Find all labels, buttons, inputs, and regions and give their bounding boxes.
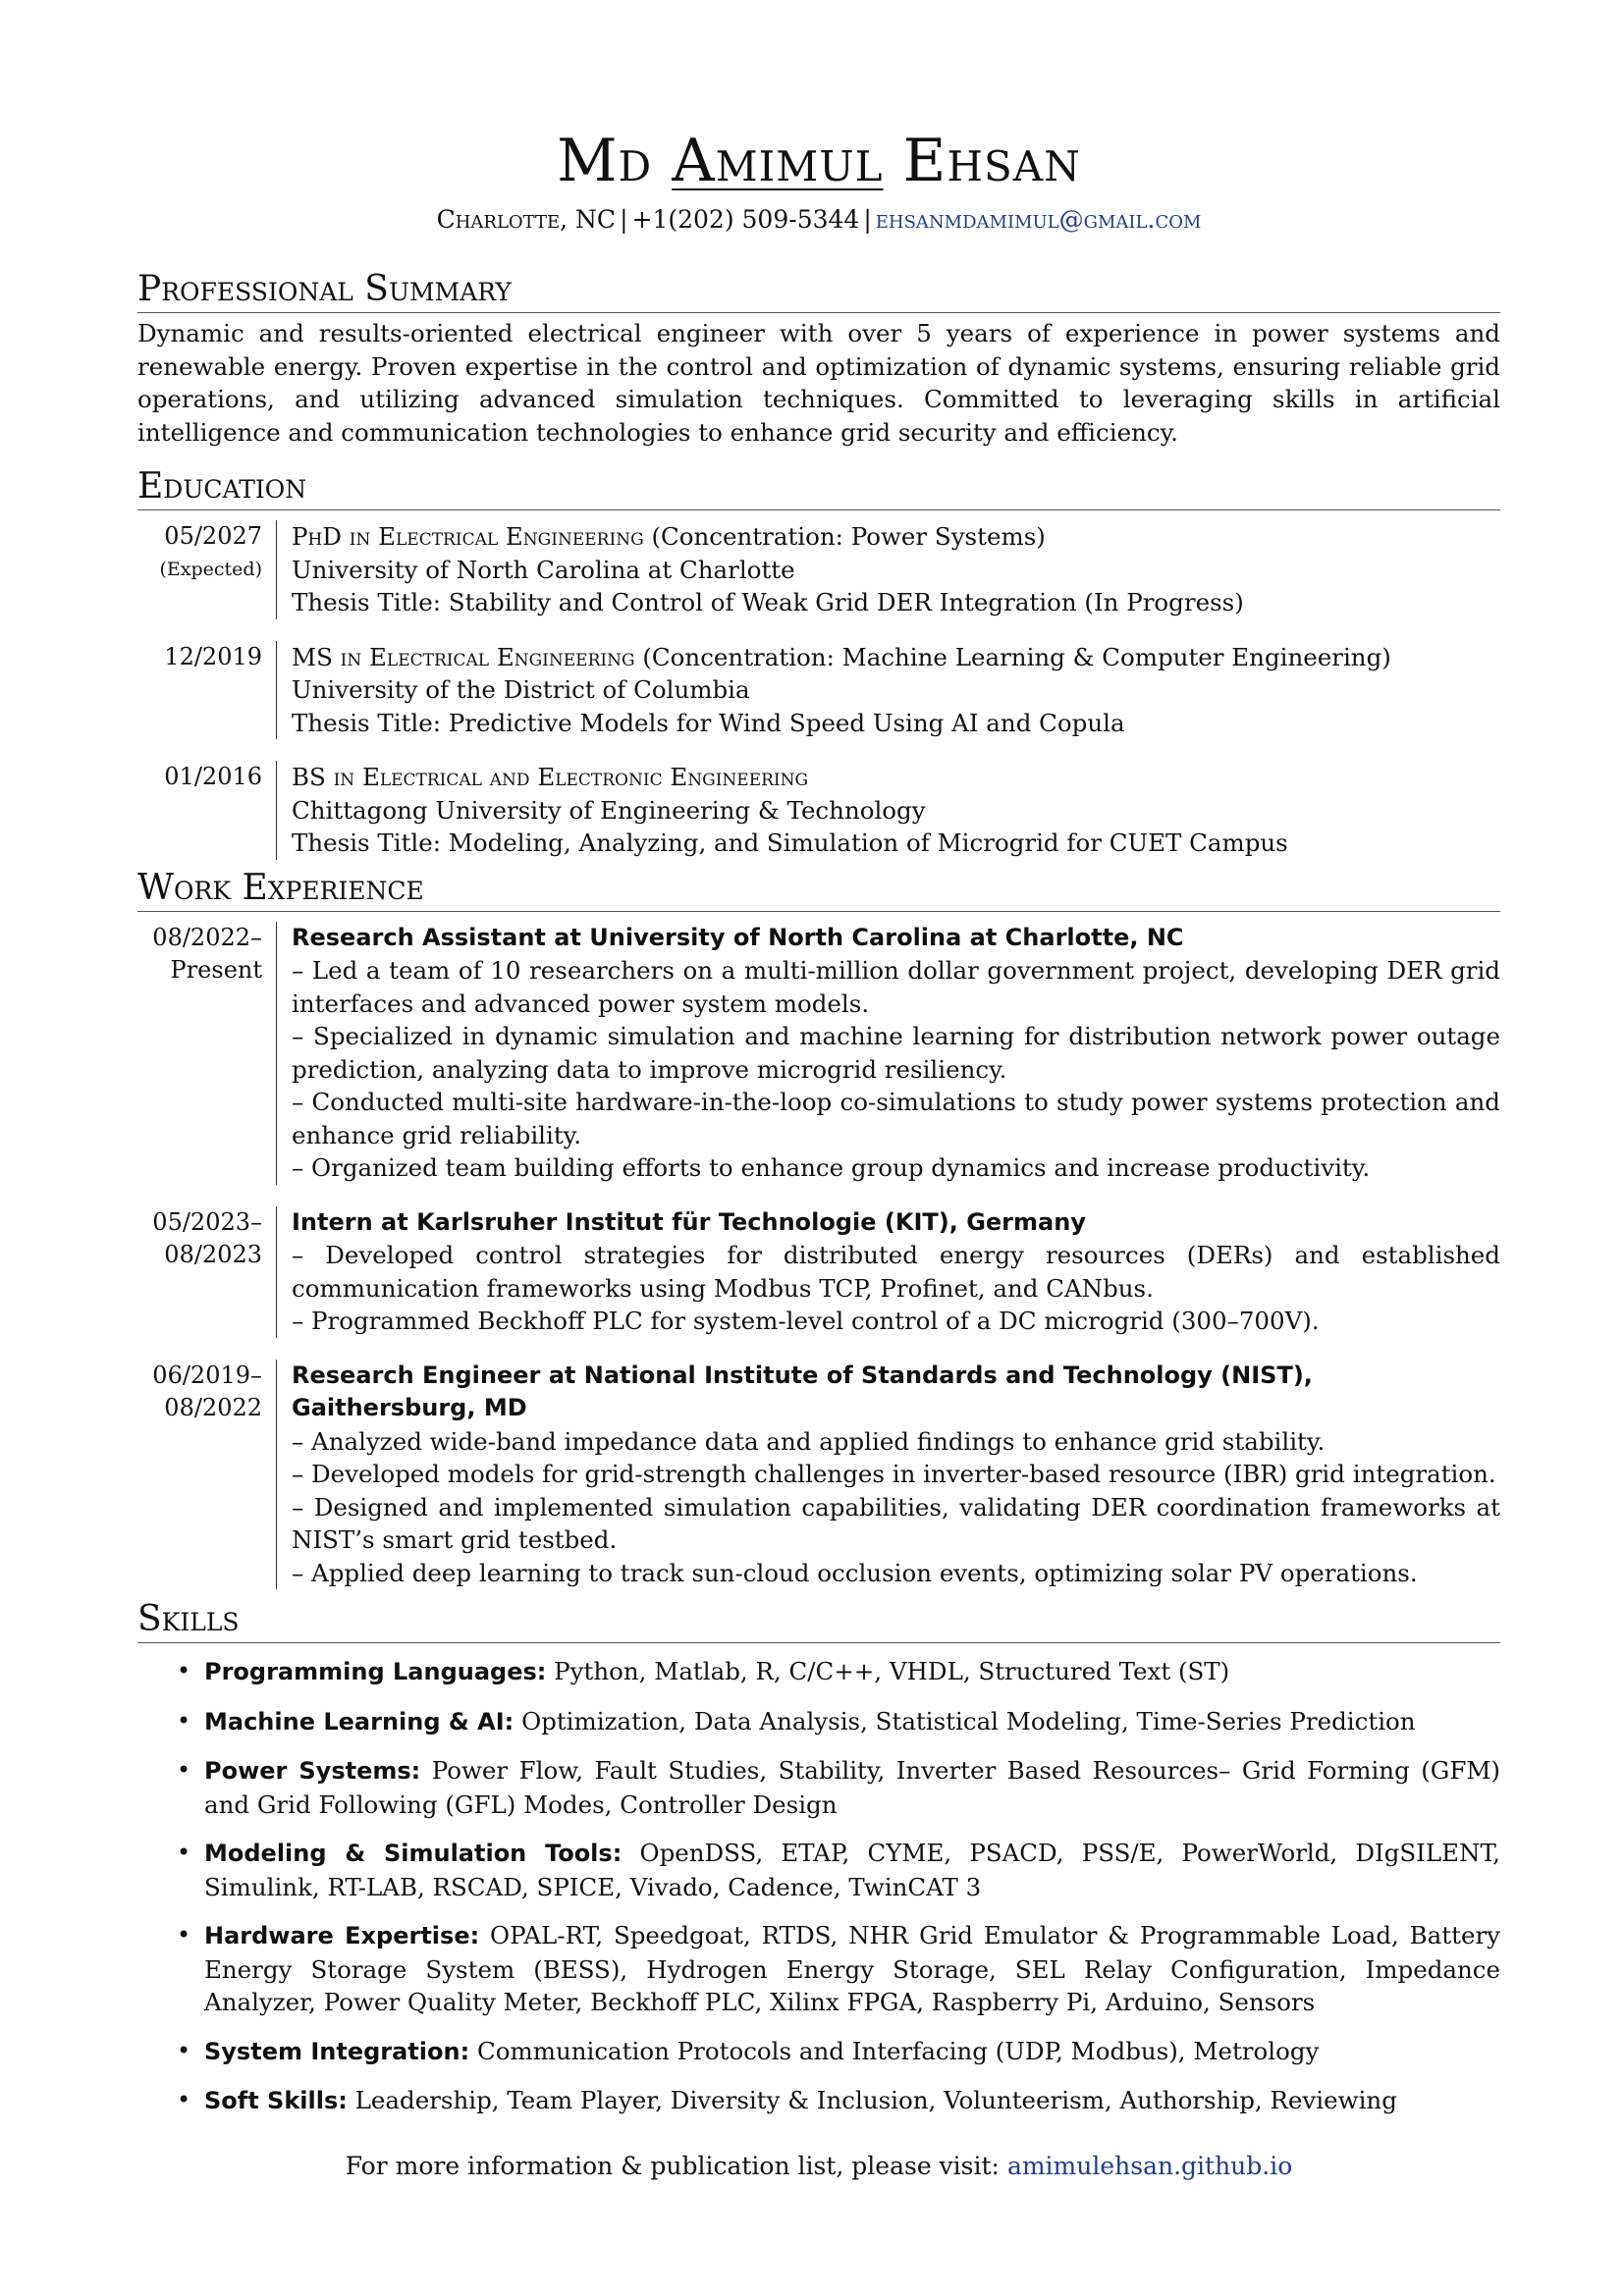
skill-label: System Integration: (204, 2037, 470, 2065)
entry-date (137, 761, 276, 860)
school-name: University of North Carolina at Charlotte (292, 555, 795, 584)
entry-body (276, 520, 1500, 619)
footer-text: For more information & publication list, please visit: (345, 2152, 1000, 2180)
entry-body (276, 761, 1500, 860)
entry-body (276, 1360, 1500, 1590)
degree-line (292, 520, 1500, 554)
entry-date (137, 1360, 276, 1590)
summary-section (137, 269, 1500, 449)
candidate-name (137, 0, 1500, 196)
date-end: 08/2023 (164, 1241, 262, 1268)
job-bullet: – Organized team building efforts to enhance group dynamics and increase productivity. (292, 1153, 1371, 1182)
website-link[interactable]: amimulehsan.github.io (1006, 2152, 1293, 2180)
degree: BS in Electrical and Electronic Engineering (292, 763, 809, 791)
skill-item (177, 2035, 1500, 2069)
degree: PhD in Electrical Engineering (292, 522, 644, 551)
job-bullet: – Specialized in dynamic simulation and machine learning for distribution network power outage prediction, analyzing data to improve microgrid resiliency. (292, 1022, 1500, 1084)
resume-header (137, 0, 1500, 236)
skill-label: Hardware Expertise: (204, 1922, 480, 1949)
education-list (137, 520, 1500, 860)
entry-date (137, 922, 276, 1185)
name-last: Ehsan (902, 127, 1081, 195)
skill-label: Power Systems: (204, 1757, 421, 1785)
skill-text: OpenDSS, ETAP, CYME, PSACD, PSS/E, PowerWorld, DIgSILENT, Simulink, RT-LAB, RSCAD, SPICE, Vivado, Cadence, TwinCAT 3 (204, 1839, 1500, 1901)
section-title-education: Education (137, 466, 1500, 510)
job-role: Intern at Karlsruher Institut für Technologie (KIT), Germany (292, 1207, 1086, 1236)
date-end: 08/2022 (164, 1394, 262, 1421)
job-role: Research Engineer at National Institute of Standards and Technology (NIST), Gaithersburg, MD (292, 1361, 1313, 1421)
work-list (137, 922, 1500, 1590)
skill-item (177, 1837, 1500, 1903)
degree-line (292, 761, 1500, 794)
job-bullet: – Analyzed wide-band impedance data and applied findings to enhance grid stability. (292, 1426, 1326, 1456)
skill-text: Communication Protocols and Interfacing (UDP, Modbus), Metrology (476, 2036, 1320, 2065)
date-start: 06/2019– (152, 1361, 262, 1389)
work-entry (137, 1360, 1500, 1590)
skills-list (137, 1655, 1500, 2118)
separator: | (620, 205, 628, 234)
skill-label: Soft Skills: (204, 2087, 348, 2114)
date-start: 08/2022– (152, 923, 262, 951)
entry-date (137, 1206, 276, 1338)
entry-body (276, 641, 1500, 740)
school-name: University of the District of Columbia (292, 675, 750, 704)
skill-item (177, 1705, 1500, 1739)
job-bullet: – Developed control strategies for distributed energy resources (DERs) and established communication frameworks using Modbus TCP, Profinet, and CANbus. (292, 1241, 1500, 1303)
email-link[interactable]: ehsanmdamimul@gmail.com (875, 205, 1202, 234)
job-bullet: – Applied deep learning to track sun-cloud occlusion events, optimizing solar PV operations. (292, 1558, 1418, 1587)
skill-item (177, 2084, 1500, 2118)
work-entry (137, 922, 1500, 1185)
skill-item (177, 1754, 1500, 1821)
resume-page (137, 0, 1500, 2180)
name-middle: Amimul (672, 127, 884, 195)
section-title-summary: Professional Summary (137, 269, 1500, 313)
school-name: Chittagong University of Engineering & Technology (292, 795, 926, 825)
job-bullet: – Led a team of 10 researchers on a multi-million dollar government project, developing DER grid interfaces and advanced power system models. (292, 956, 1500, 1018)
skill-text: OPAL-RT, Speedgoat, RTDS, NHR Grid Emulator & Programmable Load, Battery Energy Storage System (BESS), Hydrogen Energy Storage, SEL Relay Configuration, Impedance Analyzer, Power Quality Meter, Beckhoff PLC, Xilinx FPGA, Raspberry Pi, Arduino, Sensors (204, 1921, 1500, 2016)
skill-text: Python, Matlab, R, C/C++, VHDL, Structured Text (ST) (554, 1657, 1230, 1685)
contact-line (137, 204, 1500, 236)
phone: +1(202) 509-5344 (631, 205, 860, 234)
summary-text: Dynamic and results-oriented electrical engineer with over 5 years of experience in power systems and renewable energy. Proven expertise in the control and optimization of dynamic systems, ensuring reliable grid operations, and utilizing advanced simulation techniques. Committed to leveraging skills in artificial intelligence and communication technologies to enhance grid security and efficiency. (137, 319, 1500, 447)
date-text: 05/2027 (164, 522, 262, 550)
degree: MS in Electrical Engineering (292, 642, 635, 671)
date-text: 01/2016 (164, 763, 262, 790)
job-role: Research Assistant at University of North Carolina at Charlotte, NC (292, 923, 1184, 951)
degree-line (292, 641, 1500, 674)
skill-item (177, 1919, 1500, 2019)
skill-text: Leadership, Team Player, Diversity & Inclusion, Volunteerism, Authorship, Reviewing (354, 2086, 1397, 2114)
location: Charlotte, NC (436, 205, 617, 234)
date-text: 12/2019 (164, 642, 262, 670)
skill-label: Machine Learning & AI: (204, 1707, 514, 1735)
thesis-title: Thesis Title: Stability and Control of Weak Grid DER Integration (In Progress) (292, 588, 1244, 616)
skills-section (137, 1599, 1500, 2118)
entry-body (276, 1206, 1500, 1338)
work-section (137, 868, 1500, 1590)
section-title-work: Work Experience (137, 868, 1500, 912)
concentration: (Concentration: Power Systems) (651, 522, 1046, 551)
education-entry (137, 520, 1500, 619)
job-bullet: – Developed models for grid-strength challenges in inverter-based resource (IBR) grid integration. (292, 1460, 1496, 1488)
education-section (137, 466, 1500, 860)
job-bullet: – Designed and implemented simulation capabilities, validating DER coordination frameworks at NIST’s smart grid testbed. (292, 1492, 1500, 1554)
entry-body (276, 922, 1500, 1185)
work-entry (137, 1206, 1500, 1338)
skill-label: Modeling & Simulation Tools: (204, 1840, 623, 1867)
footer (137, 2150, 1500, 2183)
name-first: Md (557, 127, 653, 195)
education-entry (137, 641, 1500, 740)
date-note: (Expected) (159, 558, 262, 580)
entry-date (137, 520, 276, 619)
education-entry (137, 761, 1500, 860)
section-title-skills: Skills (137, 1599, 1500, 1643)
date-end: Present (170, 956, 262, 984)
job-bullet: – Programmed Beckhoff PLC for system-level control of a DC microgrid (300–700V). (292, 1307, 1320, 1335)
entry-date (137, 641, 276, 740)
skill-label: Programming Languages: (204, 1658, 547, 1685)
separator: | (863, 205, 872, 234)
date-start: 05/2023– (152, 1207, 262, 1236)
skill-item (177, 1655, 1500, 1689)
concentration: (Concentration: Machine Learning & Computer Engineering) (642, 642, 1391, 671)
thesis-title: Thesis Title: Modeling, Analyzing, and Simulation of Microgrid for CUET Campus (292, 828, 1288, 857)
thesis-title: Thesis Title: Predictive Models for Wind Speed Using AI and Copula (292, 708, 1125, 737)
job-bullet: – Conducted multi-site hardware-in-the-loop co-simulations to study power systems protection and enhance grid reliability. (292, 1088, 1500, 1149)
skill-text: Optimization, Data Analysis, Statistical Modeling, Time-Series Prediction (521, 1706, 1416, 1735)
skill-text: Power Flow, Fault Studies, Stability, Inverter Based Resources– Grid Forming (GFM) and Grid Following (GFL) Modes, Controller Design (204, 1756, 1500, 1819)
